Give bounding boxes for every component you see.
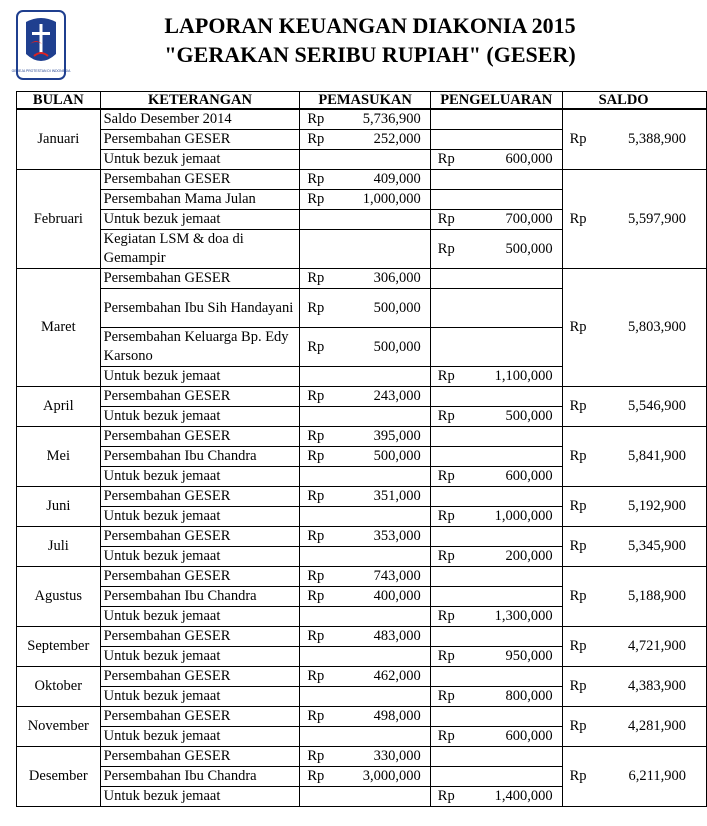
pengeluaran-amount bbox=[459, 667, 562, 687]
pengeluaran-amount: 200,000 bbox=[459, 547, 562, 567]
pengeluaran-currency: Rp bbox=[430, 210, 458, 230]
keterangan-cell: Persembahan GESER bbox=[100, 170, 300, 190]
pengeluaran-currency: Rp bbox=[430, 787, 458, 807]
pemasukan-amount: 243,000 bbox=[328, 387, 430, 407]
table-row bbox=[17, 427, 707, 447]
pemasukan-currency: Rp bbox=[300, 487, 328, 507]
pemasukan-currency: Rp bbox=[300, 427, 328, 447]
saldo-currency: Rp bbox=[562, 387, 590, 427]
pengeluaran-amount: 950,000 bbox=[459, 647, 562, 667]
pemasukan-currency bbox=[300, 210, 328, 230]
pengeluaran-amount: 1,400,000 bbox=[459, 787, 562, 807]
pemasukan-amount: 483,000 bbox=[328, 627, 430, 647]
table-row bbox=[17, 487, 707, 507]
pengeluaran-amount bbox=[459, 527, 562, 547]
pemasukan-currency: Rp bbox=[300, 707, 328, 727]
keterangan-cell: Untuk bezuk jemaat bbox=[100, 467, 300, 487]
pengeluaran-amount bbox=[459, 487, 562, 507]
pengeluaran-amount: 1,300,000 bbox=[459, 607, 562, 627]
month-cell: Maret bbox=[17, 269, 101, 387]
pemasukan-amount: 395,000 bbox=[328, 427, 430, 447]
pemasukan-currency bbox=[300, 367, 328, 387]
pengeluaran-amount: 500,000 bbox=[459, 407, 562, 427]
pemasukan-currency bbox=[300, 150, 328, 170]
keterangan-cell: Persembahan GESER bbox=[100, 487, 300, 507]
saldo-currency: Rp bbox=[562, 527, 590, 567]
pemasukan-amount bbox=[328, 407, 430, 427]
saldo-amount: 4,281,900 bbox=[591, 707, 707, 747]
keterangan-cell: Persembahan GESER bbox=[100, 527, 300, 547]
pengeluaran-amount bbox=[459, 567, 562, 587]
pengeluaran-amount: 700,000 bbox=[459, 210, 562, 230]
pemasukan-currency: Rp bbox=[300, 130, 328, 150]
pengeluaran-amount bbox=[459, 707, 562, 727]
saldo-amount: 5,546,900 bbox=[591, 387, 707, 427]
saldo-amount: 5,597,900 bbox=[591, 170, 707, 269]
pemasukan-amount: 462,000 bbox=[328, 667, 430, 687]
keterangan-cell: Untuk bezuk jemaat bbox=[100, 687, 300, 707]
pengeluaran-amount: 500,000 bbox=[459, 230, 562, 269]
report-subtitle: "GERAKAN SERIBU RUPIAH" (GESER) bbox=[164, 42, 576, 67]
pemasukan-amount: 252,000 bbox=[328, 130, 430, 150]
keterangan-cell: Persembahan GESER bbox=[100, 627, 300, 647]
pemasukan-amount bbox=[328, 150, 430, 170]
pemasukan-amount: 306,000 bbox=[328, 269, 430, 289]
pemasukan-amount bbox=[328, 687, 430, 707]
report-title: LAPORAN KEUANGAN DIAKONIA 2015 bbox=[164, 13, 576, 38]
pemasukan-currency: Rp bbox=[300, 190, 328, 210]
keterangan-cell: Untuk bezuk jemaat bbox=[100, 210, 300, 230]
pemasukan-currency bbox=[300, 547, 328, 567]
pengeluaran-currency bbox=[430, 289, 458, 328]
pengeluaran-currency bbox=[430, 567, 458, 587]
keterangan-cell: Untuk bezuk jemaat bbox=[100, 547, 300, 567]
pemasukan-amount: 500,000 bbox=[328, 447, 430, 467]
pengeluaran-amount bbox=[459, 387, 562, 407]
keterangan-cell: Untuk bezuk jemaat bbox=[100, 150, 300, 170]
saldo-amount: 4,383,900 bbox=[591, 667, 707, 707]
keterangan-cell: Untuk bezuk jemaat bbox=[100, 647, 300, 667]
pengeluaran-amount: 1,000,000 bbox=[459, 507, 562, 527]
col-pemasukan: PEMASUKAN bbox=[300, 92, 430, 110]
pengeluaran-currency bbox=[430, 667, 458, 687]
pemasukan-amount: 5,736,900 bbox=[328, 109, 430, 130]
month-cell: September bbox=[17, 627, 101, 667]
table-row bbox=[17, 170, 707, 190]
pengeluaran-currency bbox=[430, 109, 458, 130]
keterangan-cell: Untuk bezuk jemaat bbox=[100, 727, 300, 747]
pemasukan-currency: Rp bbox=[300, 667, 328, 687]
pengeluaran-amount bbox=[459, 627, 562, 647]
pemasukan-amount: 498,000 bbox=[328, 707, 430, 727]
pemasukan-currency: Rp bbox=[300, 567, 328, 587]
pengeluaran-currency bbox=[430, 767, 458, 787]
keterangan-cell: Persembahan Ibu Chandra bbox=[100, 767, 300, 787]
pemasukan-amount: 743,000 bbox=[328, 567, 430, 587]
table-row bbox=[17, 747, 707, 767]
pengeluaran-currency bbox=[430, 269, 458, 289]
pemasukan-amount: 330,000 bbox=[328, 747, 430, 767]
col-bulan: BULAN bbox=[17, 92, 101, 110]
keterangan-cell: Persembahan GESER bbox=[100, 747, 300, 767]
pemasukan-currency: Rp bbox=[300, 747, 328, 767]
pemasukan-amount: 500,000 bbox=[328, 328, 430, 367]
pengeluaran-amount bbox=[459, 447, 562, 467]
month-cell: Februari bbox=[17, 170, 101, 269]
pemasukan-currency: Rp bbox=[300, 109, 328, 130]
month-cell: April bbox=[17, 387, 101, 427]
month-cell: November bbox=[17, 707, 101, 747]
pemasukan-amount: 500,000 bbox=[328, 289, 430, 328]
pemasukan-amount bbox=[328, 787, 430, 807]
pengeluaran-currency bbox=[430, 328, 458, 367]
pengeluaran-currency bbox=[430, 447, 458, 467]
pemasukan-currency: Rp bbox=[300, 387, 328, 407]
saldo-amount: 4,721,900 bbox=[591, 627, 707, 667]
pemasukan-currency: Rp bbox=[300, 328, 328, 367]
col-keterangan: KETERANGAN bbox=[100, 92, 300, 110]
saldo-amount: 5,188,900 bbox=[591, 567, 707, 627]
pengeluaran-amount: 1,100,000 bbox=[459, 367, 562, 387]
pengeluaran-currency bbox=[430, 387, 458, 407]
pengeluaran-currency bbox=[430, 747, 458, 767]
keterangan-cell: Untuk bezuk jemaat bbox=[100, 367, 300, 387]
month-cell: Januari bbox=[17, 109, 101, 170]
keterangan-cell: Persembahan GESER bbox=[100, 427, 300, 447]
pengeluaran-currency: Rp bbox=[430, 230, 458, 269]
month-cell: Oktober bbox=[17, 667, 101, 707]
church-logo bbox=[11, 10, 71, 80]
table-row bbox=[17, 109, 707, 130]
pengeluaran-currency: Rp bbox=[430, 647, 458, 667]
keterangan-cell: Untuk bezuk jemaat bbox=[100, 787, 300, 807]
keterangan-cell: Untuk bezuk jemaat bbox=[100, 607, 300, 627]
pemasukan-currency: Rp bbox=[300, 269, 328, 289]
saldo-currency: Rp bbox=[562, 427, 590, 487]
pemasukan-amount bbox=[328, 727, 430, 747]
pengeluaran-currency bbox=[430, 487, 458, 507]
keterangan-cell: Persembahan GESER bbox=[100, 667, 300, 687]
pengeluaran-amount bbox=[459, 587, 562, 607]
pengeluaran-amount: 600,000 bbox=[459, 467, 562, 487]
pemasukan-amount bbox=[328, 507, 430, 527]
pengeluaran-amount bbox=[459, 269, 562, 289]
keterangan-cell: Persembahan GESER bbox=[100, 707, 300, 727]
finance-table bbox=[16, 91, 707, 807]
pemasukan-amount bbox=[328, 467, 430, 487]
table-row bbox=[17, 387, 707, 407]
keterangan-cell: Saldo Desember 2014 bbox=[100, 109, 300, 130]
pengeluaran-amount bbox=[459, 190, 562, 210]
table-body bbox=[17, 109, 707, 807]
pemasukan-currency: Rp bbox=[300, 587, 328, 607]
saldo-currency: Rp bbox=[562, 707, 590, 747]
keterangan-cell: Persembahan GESER bbox=[100, 130, 300, 150]
pengeluaran-amount bbox=[459, 289, 562, 328]
keterangan-cell: Persembahan GESER bbox=[100, 567, 300, 587]
table-row bbox=[17, 567, 707, 587]
pengeluaran-amount bbox=[459, 328, 562, 367]
saldo-amount: 5,388,900 bbox=[591, 109, 707, 170]
pemasukan-currency bbox=[300, 467, 328, 487]
keterangan-cell: Untuk bezuk jemaat bbox=[100, 407, 300, 427]
keterangan-cell: Persembahan Ibu Chandra bbox=[100, 447, 300, 467]
pemasukan-currency bbox=[300, 687, 328, 707]
pemasukan-currency bbox=[300, 727, 328, 747]
saldo-currency: Rp bbox=[562, 170, 590, 269]
pengeluaran-currency: Rp bbox=[430, 150, 458, 170]
pengeluaran-currency bbox=[430, 170, 458, 190]
saldo-currency: Rp bbox=[562, 269, 590, 387]
saldo-currency: Rp bbox=[562, 487, 590, 527]
month-cell: Juni bbox=[17, 487, 101, 527]
pemasukan-amount bbox=[328, 547, 430, 567]
pemasukan-currency bbox=[300, 507, 328, 527]
pengeluaran-amount: 600,000 bbox=[459, 150, 562, 170]
keterangan-cell: Persembahan Keluarga Bp. Edy Karsono bbox=[100, 328, 300, 367]
pemasukan-amount: 409,000 bbox=[328, 170, 430, 190]
pemasukan-currency: Rp bbox=[300, 527, 328, 547]
keterangan-cell: Persembahan Ibu Chandra bbox=[100, 587, 300, 607]
pengeluaran-currency: Rp bbox=[430, 507, 458, 527]
saldo-currency: Rp bbox=[562, 109, 590, 170]
pengeluaran-amount bbox=[459, 170, 562, 190]
pemasukan-amount bbox=[328, 367, 430, 387]
col-saldo: SALDO bbox=[562, 92, 706, 110]
header-row bbox=[17, 92, 707, 110]
pemasukan-currency bbox=[300, 787, 328, 807]
pemasukan-amount: 3,000,000 bbox=[328, 767, 430, 787]
pengeluaran-amount bbox=[459, 109, 562, 130]
pengeluaran-amount: 800,000 bbox=[459, 687, 562, 707]
pengeluaran-amount bbox=[459, 130, 562, 150]
pengeluaran-currency bbox=[430, 427, 458, 447]
pengeluaran-currency: Rp bbox=[430, 407, 458, 427]
pengeluaran-amount: 600,000 bbox=[459, 727, 562, 747]
saldo-currency: Rp bbox=[562, 567, 590, 627]
month-cell: Juli bbox=[17, 527, 101, 567]
pengeluaran-amount bbox=[459, 747, 562, 767]
logo-caption: GEREJA PROTESTAN DI INDONESIA bbox=[11, 69, 71, 73]
pengeluaran-currency bbox=[430, 527, 458, 547]
table-row bbox=[17, 269, 707, 289]
saldo-amount: 6,211,900 bbox=[591, 747, 707, 807]
pengeluaran-currency bbox=[430, 587, 458, 607]
pengeluaran-amount bbox=[459, 767, 562, 787]
month-cell: Desember bbox=[17, 747, 101, 807]
pengeluaran-currency bbox=[430, 130, 458, 150]
month-cell: Mei bbox=[17, 427, 101, 487]
pemasukan-currency bbox=[300, 647, 328, 667]
keterangan-cell: Persembahan GESER bbox=[100, 387, 300, 407]
pengeluaran-currency bbox=[430, 627, 458, 647]
pengeluaran-currency: Rp bbox=[430, 367, 458, 387]
pemasukan-currency bbox=[300, 607, 328, 627]
pengeluaran-currency bbox=[430, 707, 458, 727]
pemasukan-currency: Rp bbox=[300, 447, 328, 467]
pemasukan-amount: 353,000 bbox=[328, 527, 430, 547]
pengeluaran-currency: Rp bbox=[430, 607, 458, 627]
saldo-currency: Rp bbox=[562, 747, 590, 807]
keterangan-cell: Kegiatan LSM & doa di Gemampir bbox=[100, 230, 300, 269]
pemasukan-amount bbox=[328, 230, 430, 269]
pengeluaran-currency: Rp bbox=[430, 467, 458, 487]
saldo-currency: Rp bbox=[562, 627, 590, 667]
pengeluaran-currency: Rp bbox=[430, 547, 458, 567]
saldo-currency: Rp bbox=[562, 667, 590, 707]
pengeluaran-currency: Rp bbox=[430, 727, 458, 747]
pemasukan-currency bbox=[300, 407, 328, 427]
month-cell: Agustus bbox=[17, 567, 101, 627]
saldo-amount: 5,345,900 bbox=[591, 527, 707, 567]
table-row bbox=[17, 627, 707, 647]
keterangan-cell: Persembahan GESER bbox=[100, 269, 300, 289]
pengeluaran-currency bbox=[430, 190, 458, 210]
pemasukan-amount bbox=[328, 647, 430, 667]
pemasukan-amount bbox=[328, 607, 430, 627]
pemasukan-amount: 351,000 bbox=[328, 487, 430, 507]
col-pengeluaran: PENGELUARAN bbox=[430, 92, 562, 110]
pemasukan-currency: Rp bbox=[300, 289, 328, 328]
keterangan-cell: Persembahan Mama Julan bbox=[100, 190, 300, 210]
table-row bbox=[17, 667, 707, 687]
keterangan-cell: Untuk bezuk jemaat bbox=[100, 507, 300, 527]
table-row bbox=[17, 527, 707, 547]
pemasukan-amount: 1,000,000 bbox=[328, 190, 430, 210]
pemasukan-amount bbox=[328, 210, 430, 230]
table-row bbox=[17, 707, 707, 727]
pengeluaran-amount bbox=[459, 427, 562, 447]
saldo-amount: 5,841,900 bbox=[591, 427, 707, 487]
saldo-amount: 5,803,900 bbox=[591, 269, 707, 387]
saldo-amount: 5,192,900 bbox=[591, 487, 707, 527]
pemasukan-currency: Rp bbox=[300, 767, 328, 787]
pemasukan-currency: Rp bbox=[300, 627, 328, 647]
pemasukan-amount: 400,000 bbox=[328, 587, 430, 607]
pemasukan-currency: Rp bbox=[300, 170, 328, 190]
pengeluaran-currency: Rp bbox=[430, 687, 458, 707]
pemasukan-currency bbox=[300, 230, 328, 269]
keterangan-cell: Persembahan Ibu Sih Handayani bbox=[100, 289, 300, 328]
